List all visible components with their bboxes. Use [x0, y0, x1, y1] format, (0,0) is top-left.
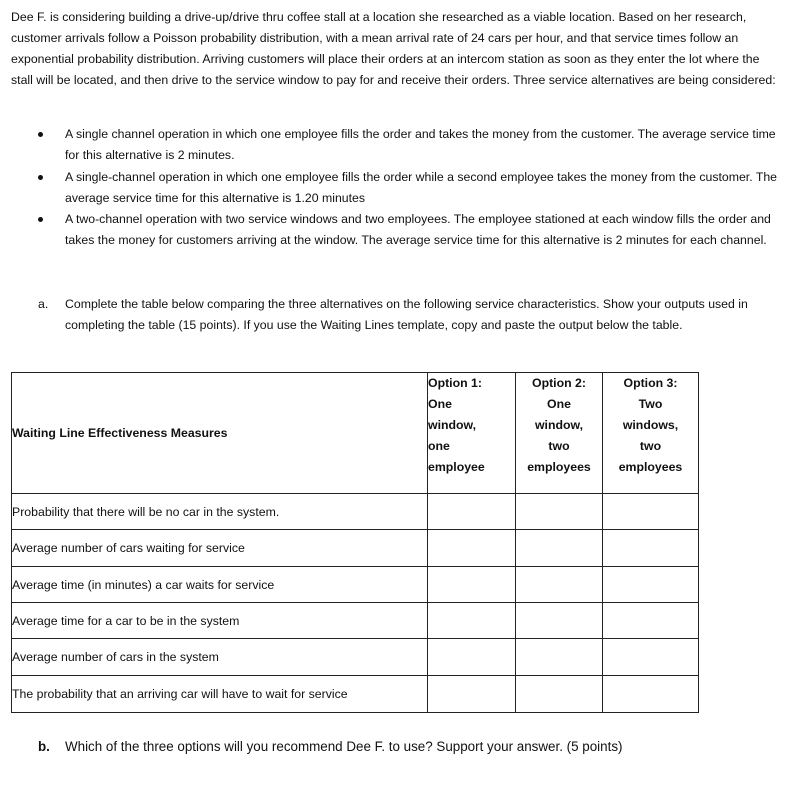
- intro-paragraph: Dee F. is considering building a drive-up/drive thru coffee stall at a location she researched as a viable location. Based on her research, customer arrivals follow a Poisson probability distribution, with a mean arrival rate of 24 cars per hour, and that service times follow an exponential probability distribution. Arriving customers will place their orders at an intercom station as soon as they enter the lot where the stall will be located, and then drive to the service window to pay for and receive their orders. Three service alternatives are being considered:: [11, 10, 776, 87]
- table-row: [12, 494, 699, 530]
- question-b-marker: b.: [38, 739, 50, 754]
- option-3-cell[interactable]: [603, 530, 699, 567]
- question-a-text: Complete the table below comparing the three alternatives on the following service characteristics. Show your outputs used in completing the table (15 points). If you use the Waiting Lines template, copy and paste the output below the table.: [65, 297, 748, 332]
- option-3-header: [603, 373, 699, 494]
- bullet-icon: [38, 175, 43, 180]
- option-header-line: Option 1:: [428, 376, 482, 390]
- table-row: [12, 530, 699, 567]
- option-header-line: Option 2:: [532, 376, 586, 390]
- option-header-line: two: [639, 439, 662, 453]
- option-1-cell[interactable]: [428, 530, 516, 567]
- measure-label: Average number of cars in the system: [12, 639, 428, 676]
- alternative-item: [38, 124, 778, 167]
- measure-label: Average number of cars waiting for service: [12, 530, 428, 567]
- option-header-line: employees: [527, 460, 591, 474]
- option-header-line: Option 3:: [623, 376, 678, 390]
- bullet-icon: [38, 132, 43, 137]
- option-header-line: employees: [618, 460, 683, 474]
- option-2-cell[interactable]: [516, 639, 603, 676]
- option-1-cell[interactable]: [428, 494, 516, 530]
- option-header-line: employee: [428, 460, 485, 474]
- option-1-header: [428, 373, 516, 494]
- option-3-cell[interactable]: [603, 639, 699, 676]
- option-3-cell[interactable]: [603, 494, 699, 530]
- alternative-item: [38, 209, 778, 252]
- question-a-marker: a.: [38, 297, 49, 311]
- measures-table: [11, 372, 699, 713]
- bullet-icon: [38, 217, 43, 222]
- option-2-cell[interactable]: [516, 603, 603, 639]
- measure-label: Average time (in minutes) a car waits for service: [12, 567, 428, 603]
- option-header-line: One: [547, 397, 571, 411]
- option-header-line: window,: [428, 418, 477, 432]
- option-1-cell[interactable]: [428, 639, 516, 676]
- table-row: [12, 567, 699, 603]
- option-2-header: [516, 373, 603, 494]
- option-3-cell[interactable]: [603, 603, 699, 639]
- option-1-cell[interactable]: [428, 567, 516, 603]
- table-row: [12, 639, 699, 676]
- alternative-text: A single channel operation in which one employee fills the order and takes the money from the customer. The average service time for this alternative is 2 minutes.: [65, 127, 776, 163]
- alternative-text: A single-channel operation in which one employee fills the order while a second employee takes the money from the customer. The average service time for this alternative is 1.20 minutes: [65, 169, 778, 205]
- question-b-text: Which of the three options will you recommend Dee F. to use? Support your answer. (5 points): [65, 739, 623, 754]
- alternative-item: [38, 167, 778, 210]
- question-b: [38, 736, 778, 757]
- measure-label: Probability that there will be no car in the system.: [12, 494, 428, 530]
- option-3-cell[interactable]: [603, 567, 699, 603]
- measure-label: Average time for a car to be in the system: [12, 603, 428, 639]
- option-header-line: two: [548, 439, 570, 453]
- table-header-row: [12, 373, 699, 494]
- option-header-line: one: [428, 439, 450, 453]
- option-header-line: window,: [534, 418, 584, 432]
- option-header-line: One: [428, 397, 452, 411]
- table-header-label: Waiting Line Effectiveness Measures: [12, 373, 428, 494]
- table-row: [12, 603, 699, 639]
- option-1-cell[interactable]: [428, 676, 516, 713]
- option-3-cell[interactable]: [603, 676, 699, 713]
- question-a: [38, 294, 778, 336]
- option-header-line: Two: [638, 397, 663, 411]
- option-2-cell[interactable]: [516, 567, 603, 603]
- option-header-line: windows,: [622, 418, 679, 432]
- option-1-cell[interactable]: [428, 603, 516, 639]
- alternatives-list: [38, 124, 778, 252]
- option-2-cell[interactable]: [516, 494, 603, 530]
- alternative-text: A two-channel operation with two service windows and two employees. The employee stationed at each window fills the order and takes the money for customers arriving at the window. The average service time for this alternative is 2 minutes for each channel.: [65, 212, 771, 248]
- measure-label: The probability that an arriving car will have to wait for service: [12, 676, 428, 713]
- table-row: [12, 676, 699, 713]
- option-2-cell[interactable]: [516, 676, 603, 713]
- option-2-cell[interactable]: [516, 530, 603, 567]
